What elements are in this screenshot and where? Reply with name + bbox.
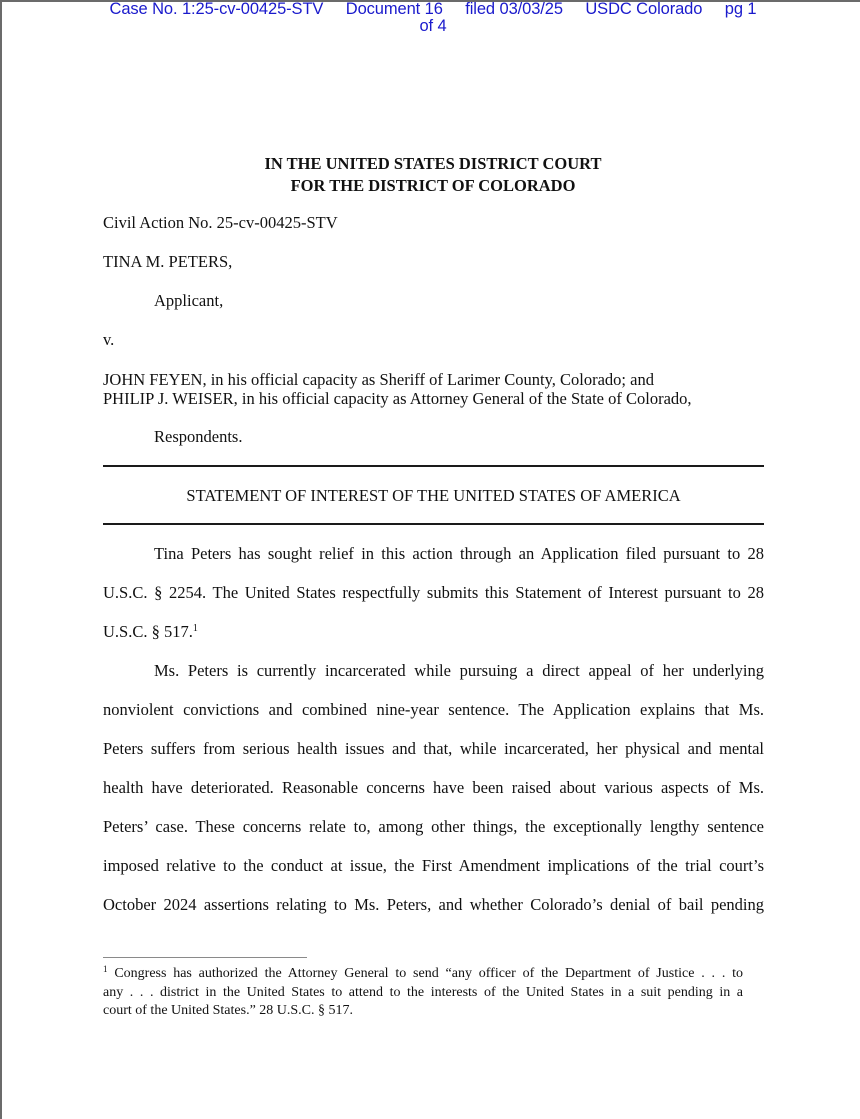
paragraph-2-line-2: nonviolent convictions and combined nine-year sentence. The Application explains that Ms. [103, 700, 764, 719]
court-name: USDC Colorado [585, 0, 703, 18]
document-number: Document 16 [345, 0, 443, 18]
applicant-role: Applicant, [154, 291, 224, 310]
footnote-reference-1[interactable]: 1 [192, 623, 198, 634]
footnote-1-line-2: any . . . district in the United States to attend to the interests of the United States in a suit pending in a [103, 985, 743, 1000]
filed-date: filed 03/03/25 [465, 0, 563, 18]
paragraph-2-line-3: Peters suffers from serious health issues and that, while incarcerated, her physical and mental [103, 739, 764, 758]
paragraph-2-line-6: imposed relative to the conduct at issue, the First Amendment implications of the trial court’s [103, 856, 764, 875]
paragraph-2-line-7: October 2024 assertions relating to Ms. Peters, and whether Colorado’s denial of bail pending [103, 895, 764, 914]
document-title: STATEMENT OF INTEREST OF THE UNITED STATES OF AMERICA [186, 486, 681, 505]
title-rule-bottom [103, 523, 764, 525]
title-rule-top [103, 465, 764, 467]
footnote-1-line-1 [103, 965, 743, 983]
page-count: of 4 [419, 17, 447, 35]
respondent-line-2: PHILIP J. WEISER, in his official capacity as Attorney General of the State of Colorado, [103, 389, 692, 408]
paragraph-2-line-1: Ms. Peters is currently incarcerated while pursuing a direct appeal of her underlying [154, 661, 764, 680]
civil-action-number: Civil Action No. 25-cv-00425-STV [103, 213, 338, 232]
footnote-1-line-3: court of the United States.” 28 U.S.C. § 517. [103, 1003, 354, 1018]
paragraph-1-line-2: U.S.C. § 2254. The United States respectfully submits this Statement of Interest pursuant to 28 [103, 583, 764, 602]
page-number: pg 1 [724, 0, 757, 18]
paragraph-1-line-3 [103, 621, 764, 643]
court-title-line-2: FOR THE DISTRICT OF COLORADO [290, 176, 576, 195]
footnote-1-number: 1 [103, 964, 108, 974]
paragraph-1-line-3-text: U.S.C. § 517. [103, 622, 193, 641]
case-number: Case No. 1:25-cv-00425-STV [109, 0, 324, 18]
paragraph-2-line-5: Peters’ case. These concerns relate to, among other things, the exceptionally lengthy sentence [103, 817, 764, 836]
versus: v. [103, 330, 115, 349]
court-title-line-1: IN THE UNITED STATES DISTRICT COURT [264, 154, 602, 173]
applicant-name: TINA M. PETERS, [103, 252, 233, 271]
footnote-1-line-1-text: Congress has authorized the Attorney General to send “any officer of the Department of Justice . . . to [114, 966, 744, 981]
paragraph-2-line-4: health have deteriorated. Reasonable concerns have been raised about various aspects of Ms. [103, 778, 764, 797]
paragraph-1-line-1: Tina Peters has sought relief in this action through an Application filed pursuant to 28 [154, 544, 764, 563]
footnote-separator [103, 957, 307, 958]
respondent-line-1: JOHN FEYEN, in his official capacity as Sheriff of Larimer County, Colorado; and [103, 370, 654, 389]
ecf-header-line-1 [0, 1, 860, 18]
respondent-role: Respondents. [154, 427, 243, 446]
